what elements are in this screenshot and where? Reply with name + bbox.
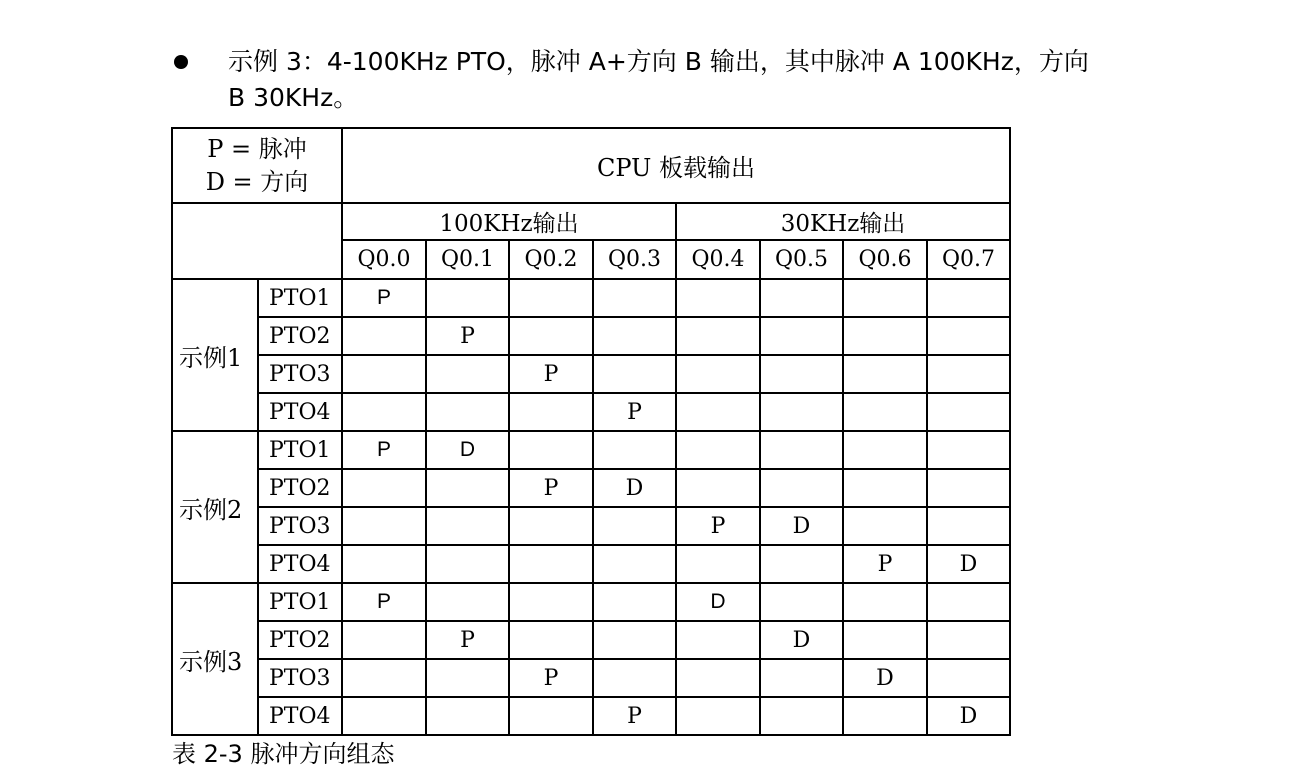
config-cell [426, 583, 509, 621]
channel-header: Q0.3 [593, 240, 676, 279]
channel-header: Q0.4 [676, 240, 760, 279]
config-cell [593, 545, 676, 583]
pto-label: PTO1 [258, 583, 342, 621]
table-row [172, 659, 1010, 697]
channel-header: Q0.7 [927, 240, 1010, 279]
config-cell [760, 545, 843, 583]
config-cell: D [760, 507, 843, 545]
config-cell [593, 621, 676, 659]
config-cell [927, 469, 1010, 507]
config-cell [927, 583, 1010, 621]
config-cell [676, 469, 760, 507]
config-cell: P [426, 317, 509, 355]
config-cell: P [843, 545, 927, 583]
config-cell [593, 279, 676, 317]
config-cell [843, 431, 927, 469]
config-cell: P [676, 507, 760, 545]
config-cell [426, 469, 509, 507]
config-cell [593, 659, 676, 697]
config-cell [593, 431, 676, 469]
config-cell: P [509, 659, 593, 697]
config-cell: D [843, 659, 927, 697]
config-cell [426, 697, 509, 735]
config-cell [509, 583, 593, 621]
table-row [172, 393, 1010, 431]
pulse-direction-config-table [171, 127, 1011, 736]
config-cell [426, 393, 509, 431]
config-cell [509, 317, 593, 355]
example-label: 示例2 [172, 431, 258, 583]
config-cell [509, 279, 593, 317]
example-label: 示例3 [172, 583, 258, 735]
config-cell [927, 431, 1010, 469]
config-cell: D [426, 431, 509, 469]
config-cell [593, 317, 676, 355]
table-caption: 表 2-3 脉冲方向组态 [172, 740, 395, 768]
pto-label: PTO4 [258, 393, 342, 431]
config-cell [760, 317, 843, 355]
table-row [172, 469, 1010, 507]
config-cell: P [593, 697, 676, 735]
paragraph-text [228, 44, 1172, 116]
config-cell [676, 431, 760, 469]
pto-label: PTO4 [258, 697, 342, 735]
pto-label: PTO2 [258, 469, 342, 507]
config-cell [843, 355, 927, 393]
config-cell [843, 393, 927, 431]
table-row [172, 621, 1010, 659]
config-cell [676, 393, 760, 431]
config-cell [760, 279, 843, 317]
config-cell: D [676, 583, 760, 621]
paragraph-line-1: 示例 3：4-100KHz PTO，脉冲 A+方向 B 输出，其中脉冲 A 100KHz，方向 [228, 47, 1089, 76]
config-cell: P [342, 583, 426, 621]
config-cell [426, 355, 509, 393]
config-cell [676, 659, 760, 697]
example-3-paragraph [172, 44, 1172, 116]
config-cell [426, 279, 509, 317]
group-100khz-header: 100KHz输出 [342, 203, 676, 240]
config-cell [760, 355, 843, 393]
config-cell [342, 355, 426, 393]
config-cell [342, 317, 426, 355]
channel-header: Q0.5 [760, 240, 843, 279]
config-cell [342, 469, 426, 507]
config-cell [927, 317, 1010, 355]
config-cell [760, 431, 843, 469]
table-row [172, 317, 1010, 355]
table-row [172, 279, 1010, 317]
config-cell [927, 507, 1010, 545]
config-cell [426, 659, 509, 697]
config-cell [342, 507, 426, 545]
config-cell [426, 507, 509, 545]
config-cell [927, 393, 1010, 431]
pto-label: PTO3 [258, 659, 342, 697]
config-cell [843, 621, 927, 659]
config-cell [676, 621, 760, 659]
config-cell [509, 431, 593, 469]
legend-cell [172, 128, 342, 203]
config-cell [676, 697, 760, 735]
config-cell [843, 317, 927, 355]
table-row [172, 431, 1010, 469]
config-cell [843, 279, 927, 317]
config-cell [676, 279, 760, 317]
pto-label: PTO2 [258, 317, 342, 355]
config-cell [509, 621, 593, 659]
config-cell [593, 507, 676, 545]
config-cell [676, 317, 760, 355]
pto-label: PTO2 [258, 621, 342, 659]
pto-label: PTO1 [258, 431, 342, 469]
config-cell [927, 659, 1010, 697]
table-row [172, 545, 1010, 583]
config-cell [342, 393, 426, 431]
config-cell [843, 507, 927, 545]
pto-label: PTO3 [258, 355, 342, 393]
channel-header: Q0.6 [843, 240, 927, 279]
config-cell [760, 697, 843, 735]
paragraph-line-2: B 30KHz。 [228, 83, 359, 112]
channel-header: Q0.2 [509, 240, 593, 279]
config-cell: P [509, 469, 593, 507]
config-cell [426, 545, 509, 583]
config-cell [760, 583, 843, 621]
table-row [172, 507, 1010, 545]
channel-header: Q0.0 [342, 240, 426, 279]
config-cell [593, 355, 676, 393]
config-cell [509, 507, 593, 545]
empty-corner-cell [172, 203, 342, 279]
config-cell [760, 393, 843, 431]
config-cell [760, 469, 843, 507]
config-cell: D [927, 545, 1010, 583]
config-cell [509, 697, 593, 735]
group-30khz-header: 30KHz输出 [676, 203, 1010, 240]
pto-label: PTO4 [258, 545, 342, 583]
example-label: 示例1 [172, 279, 258, 431]
channel-header: Q0.1 [426, 240, 509, 279]
config-cell [509, 393, 593, 431]
table-row [172, 697, 1010, 735]
config-cell [760, 659, 843, 697]
config-cell: P [342, 279, 426, 317]
config-cell: P [342, 431, 426, 469]
config-cell [593, 583, 676, 621]
legend-direction: D = 方向 [205, 167, 309, 196]
config-cell: P [426, 621, 509, 659]
config-cell: D [760, 621, 843, 659]
config-cell [843, 469, 927, 507]
cpu-onboard-output-header: CPU 板载输出 [342, 128, 1010, 203]
config-cell [509, 545, 593, 583]
config-cell [342, 697, 426, 735]
legend-pulse: P = 脉冲 [207, 134, 307, 163]
bullet-dot [174, 55, 188, 69]
config-cell [342, 659, 426, 697]
config-cell [927, 621, 1010, 659]
config-cell [342, 545, 426, 583]
config-cell [927, 279, 1010, 317]
config-cell [927, 355, 1010, 393]
config-cell [843, 583, 927, 621]
config-cell: D [593, 469, 676, 507]
table-row [172, 355, 1010, 393]
config-cell: D [927, 697, 1010, 735]
table-row [172, 583, 1010, 621]
config-cell [676, 545, 760, 583]
config-cell: P [593, 393, 676, 431]
config-cell [843, 697, 927, 735]
config-cell [676, 355, 760, 393]
pto-label: PTO3 [258, 507, 342, 545]
config-cell: P [509, 355, 593, 393]
pto-label: PTO1 [258, 279, 342, 317]
config-cell [342, 621, 426, 659]
